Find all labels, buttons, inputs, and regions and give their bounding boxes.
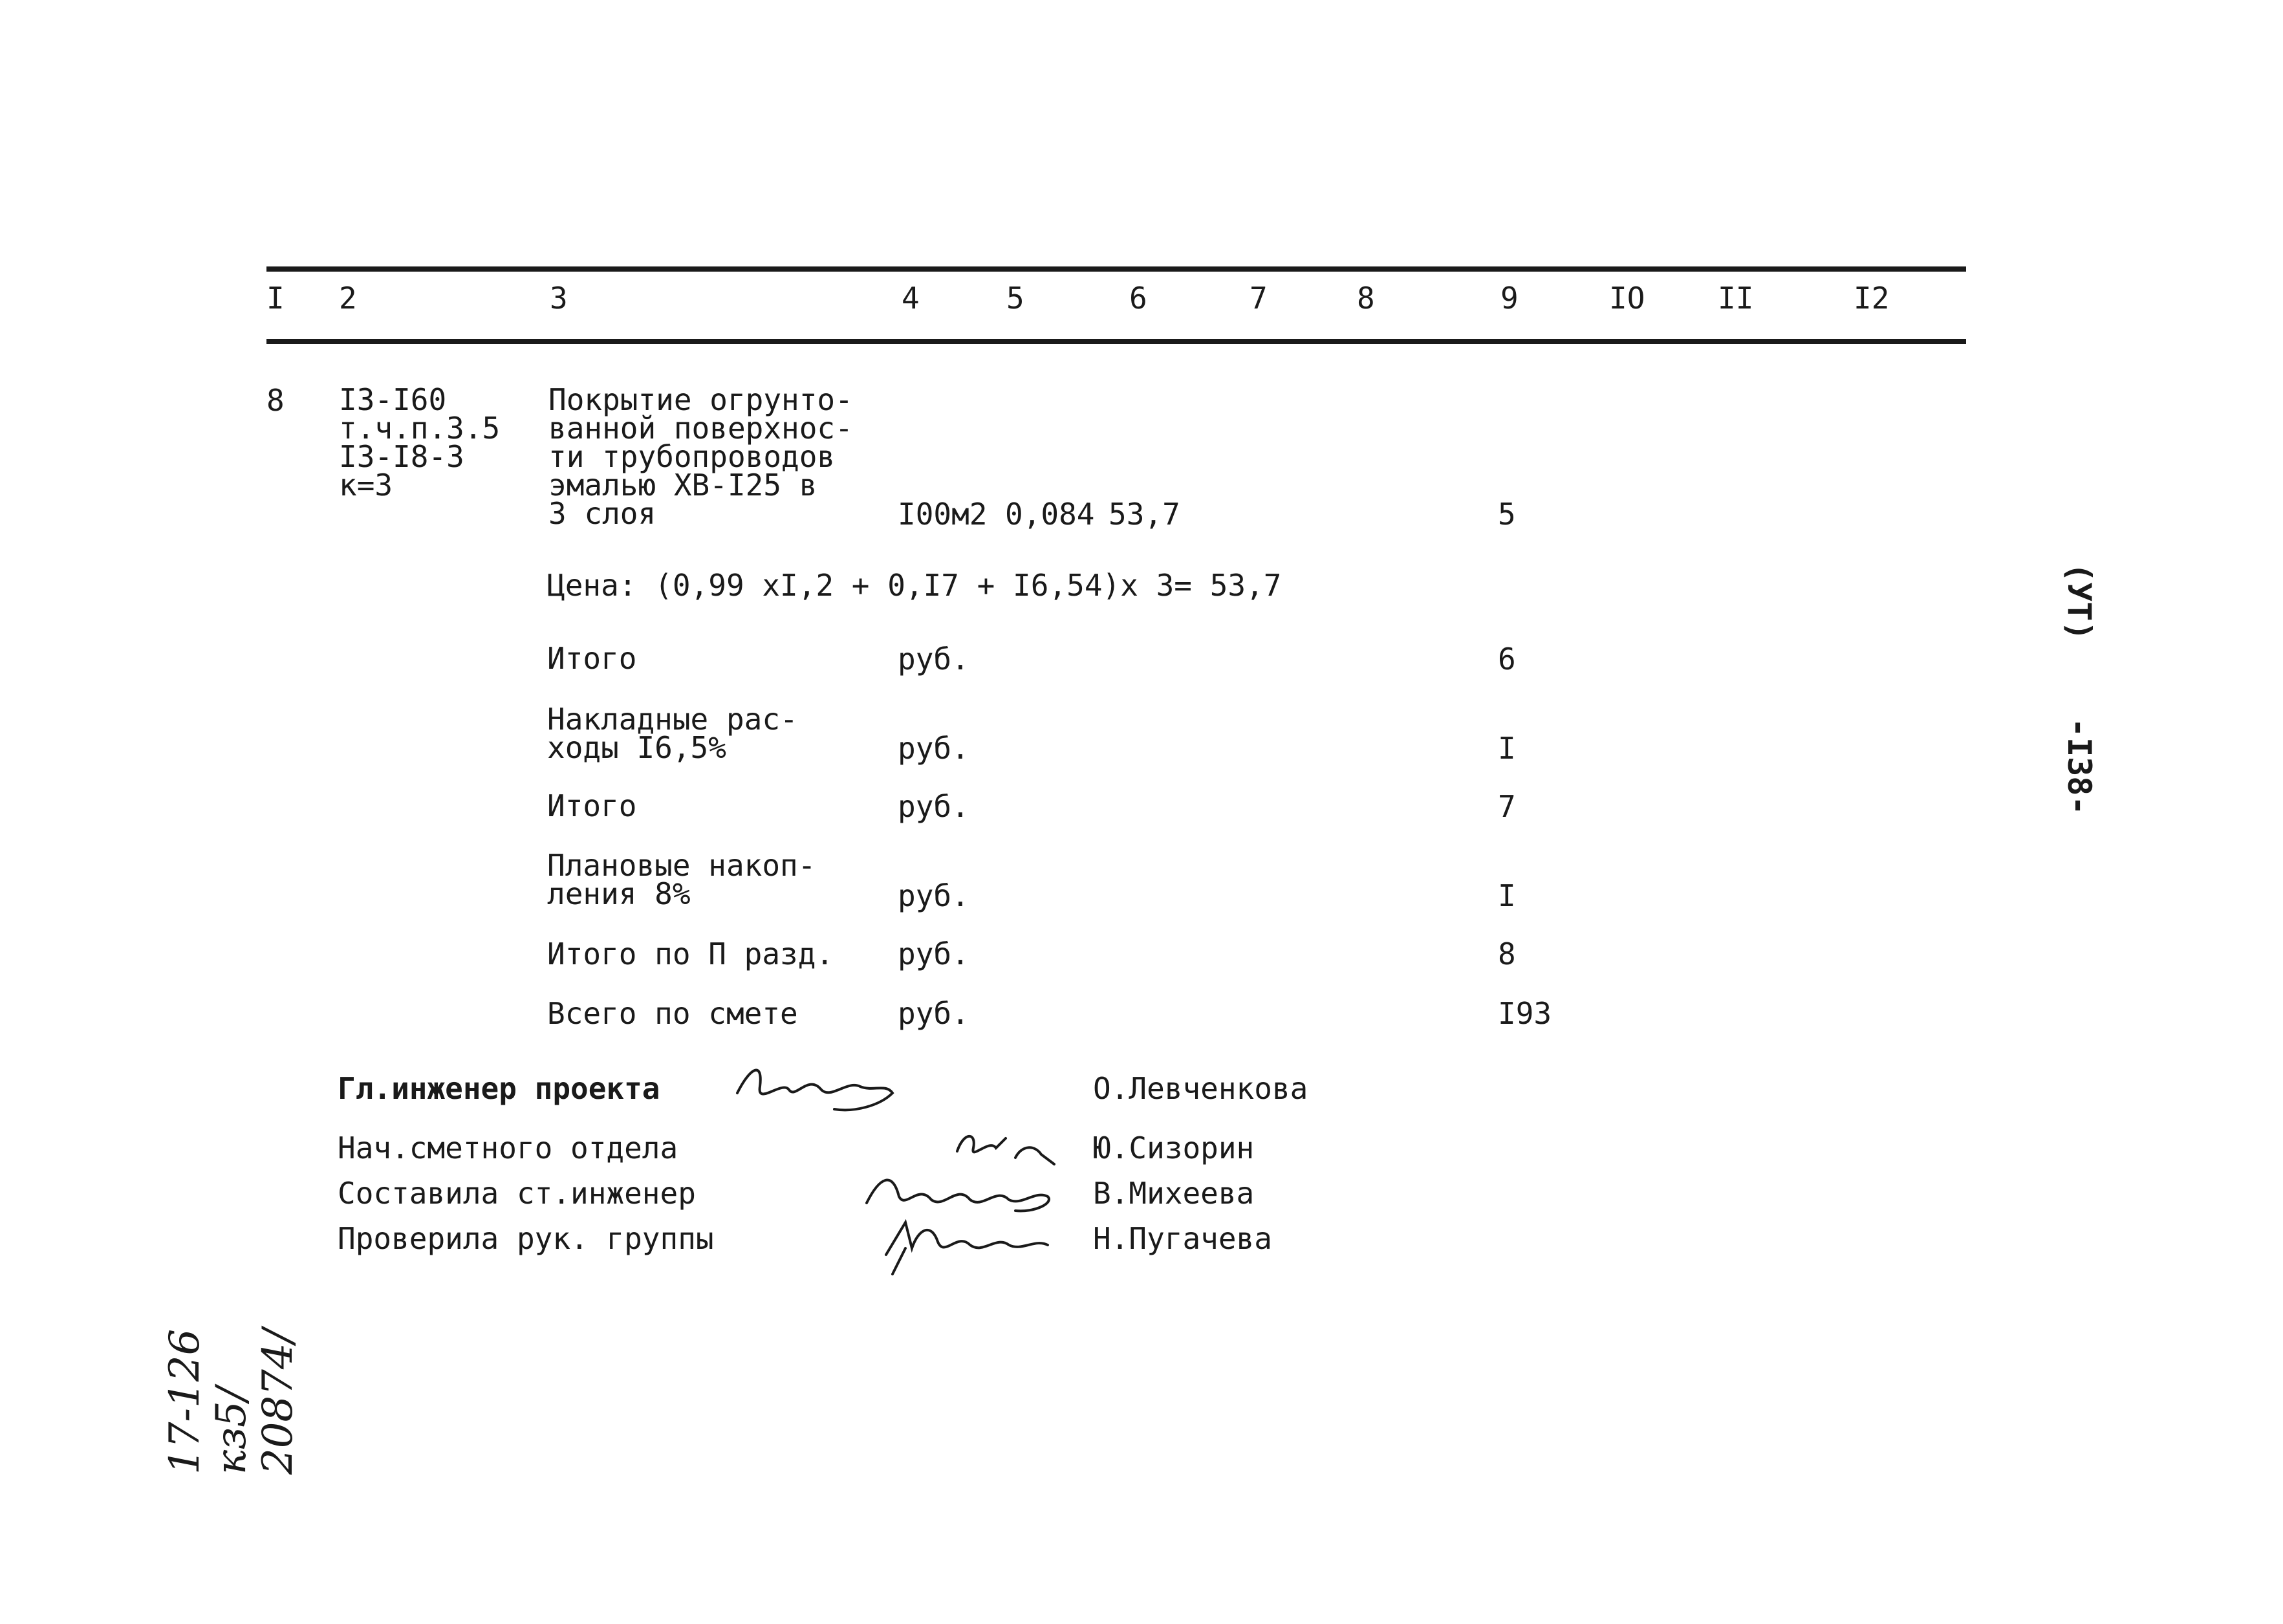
signature-name: Ю.Сизорин (1093, 1131, 1255, 1165)
col-header-5: 5 (1006, 281, 1024, 316)
summary-label: Итого (547, 788, 637, 823)
desc-line: 3 слоя (548, 496, 656, 531)
row-code (339, 382, 501, 503)
summary-value: 7 (1498, 789, 1516, 824)
summary-value: I (1498, 731, 1516, 766)
col-header-2: 2 (339, 281, 357, 316)
row-price: 53,7 (1109, 497, 1180, 532)
summary-value: I93 (1498, 996, 1552, 1031)
row-description (548, 382, 853, 531)
stamp-line: 20874/ (254, 1328, 302, 1475)
summary-label: Итого по П разд. (547, 937, 834, 971)
summary-value: 6 (1498, 642, 1516, 677)
summary-value: I (1498, 878, 1516, 913)
signature-name: В.Михеева (1093, 1176, 1255, 1211)
page-number: -I38- (2061, 718, 2098, 816)
code-line: I3-I60 (339, 382, 447, 417)
col-header-11: II (1718, 281, 1754, 316)
summary-unit: руб. (898, 731, 969, 766)
col-header-8: 8 (1357, 281, 1375, 316)
row-number: 8 (266, 383, 285, 418)
summary-unit: руб. (898, 937, 969, 971)
summary-label: Накладные рас- ходы I6,5% (547, 702, 798, 765)
desc-line: ти трубопроводов (548, 439, 836, 474)
stamp-line: 17-126 (161, 1328, 209, 1475)
signature-role: Нач.сметного отдела (338, 1131, 678, 1165)
summary-unit: руб. (898, 878, 969, 913)
row-quantity: 0,084 (1005, 497, 1095, 532)
signature-role: Проверила рук. группы (338, 1221, 714, 1256)
col-header-6: 6 (1129, 281, 1147, 316)
signature-name: Н.Пугачева (1093, 1221, 1272, 1256)
col-header-4: 4 (902, 281, 920, 316)
summary-label: Итого (547, 641, 637, 676)
col-header-12: I2 (1854, 281, 1890, 316)
code-line: к=3 (339, 468, 393, 503)
signature-name: О.Левченкова (1093, 1071, 1308, 1106)
summary-value: 8 (1498, 937, 1516, 971)
summary-unit: руб. (898, 996, 969, 1031)
signature-scribble-2 (944, 1119, 1087, 1171)
summary-unit: руб. (898, 642, 969, 677)
stamp-line: кз5/ (208, 1387, 255, 1475)
table-top-rule (266, 266, 1966, 272)
summary-label: Плановые накоп- ления 8% (547, 848, 816, 911)
summary-unit: руб. (898, 789, 969, 824)
row-total: 5 (1498, 497, 1516, 532)
code-line: I3-I8-3 (339, 439, 464, 474)
desc-line: ванной поверхнос- (548, 411, 853, 446)
desc-line: Покрытие огрунто- (548, 382, 853, 417)
signature-role: Составила ст.инженер (338, 1176, 696, 1211)
signature-scribble-4 (867, 1209, 1074, 1281)
col-header-1: I (266, 281, 285, 316)
signature-role: Гл.инженер проекта (338, 1071, 660, 1106)
signature-scribble-1 (724, 1054, 905, 1119)
archive-stamp (162, 1329, 301, 1475)
margin-code: (УТ) (2061, 563, 2098, 641)
col-header-9: 9 (1500, 281, 1519, 316)
col-header-3: 3 (550, 281, 568, 316)
col-header-10: IO (1609, 281, 1645, 316)
col-header-7: 7 (1250, 281, 1268, 316)
price-formula: Цена: (0,99 хI,2 + 0,I7 + I6,54)х 3= 53,7 (547, 568, 1282, 603)
header-bottom-rule (266, 339, 1966, 344)
desc-line: эмалью ХВ-I25 в (548, 468, 817, 503)
row-unit: I00м2 (898, 497, 988, 532)
summary-label: Всего по смете (547, 996, 798, 1031)
signature-scribble-3 (854, 1164, 1074, 1216)
code-line: т.ч.п.3.5 (339, 411, 501, 446)
